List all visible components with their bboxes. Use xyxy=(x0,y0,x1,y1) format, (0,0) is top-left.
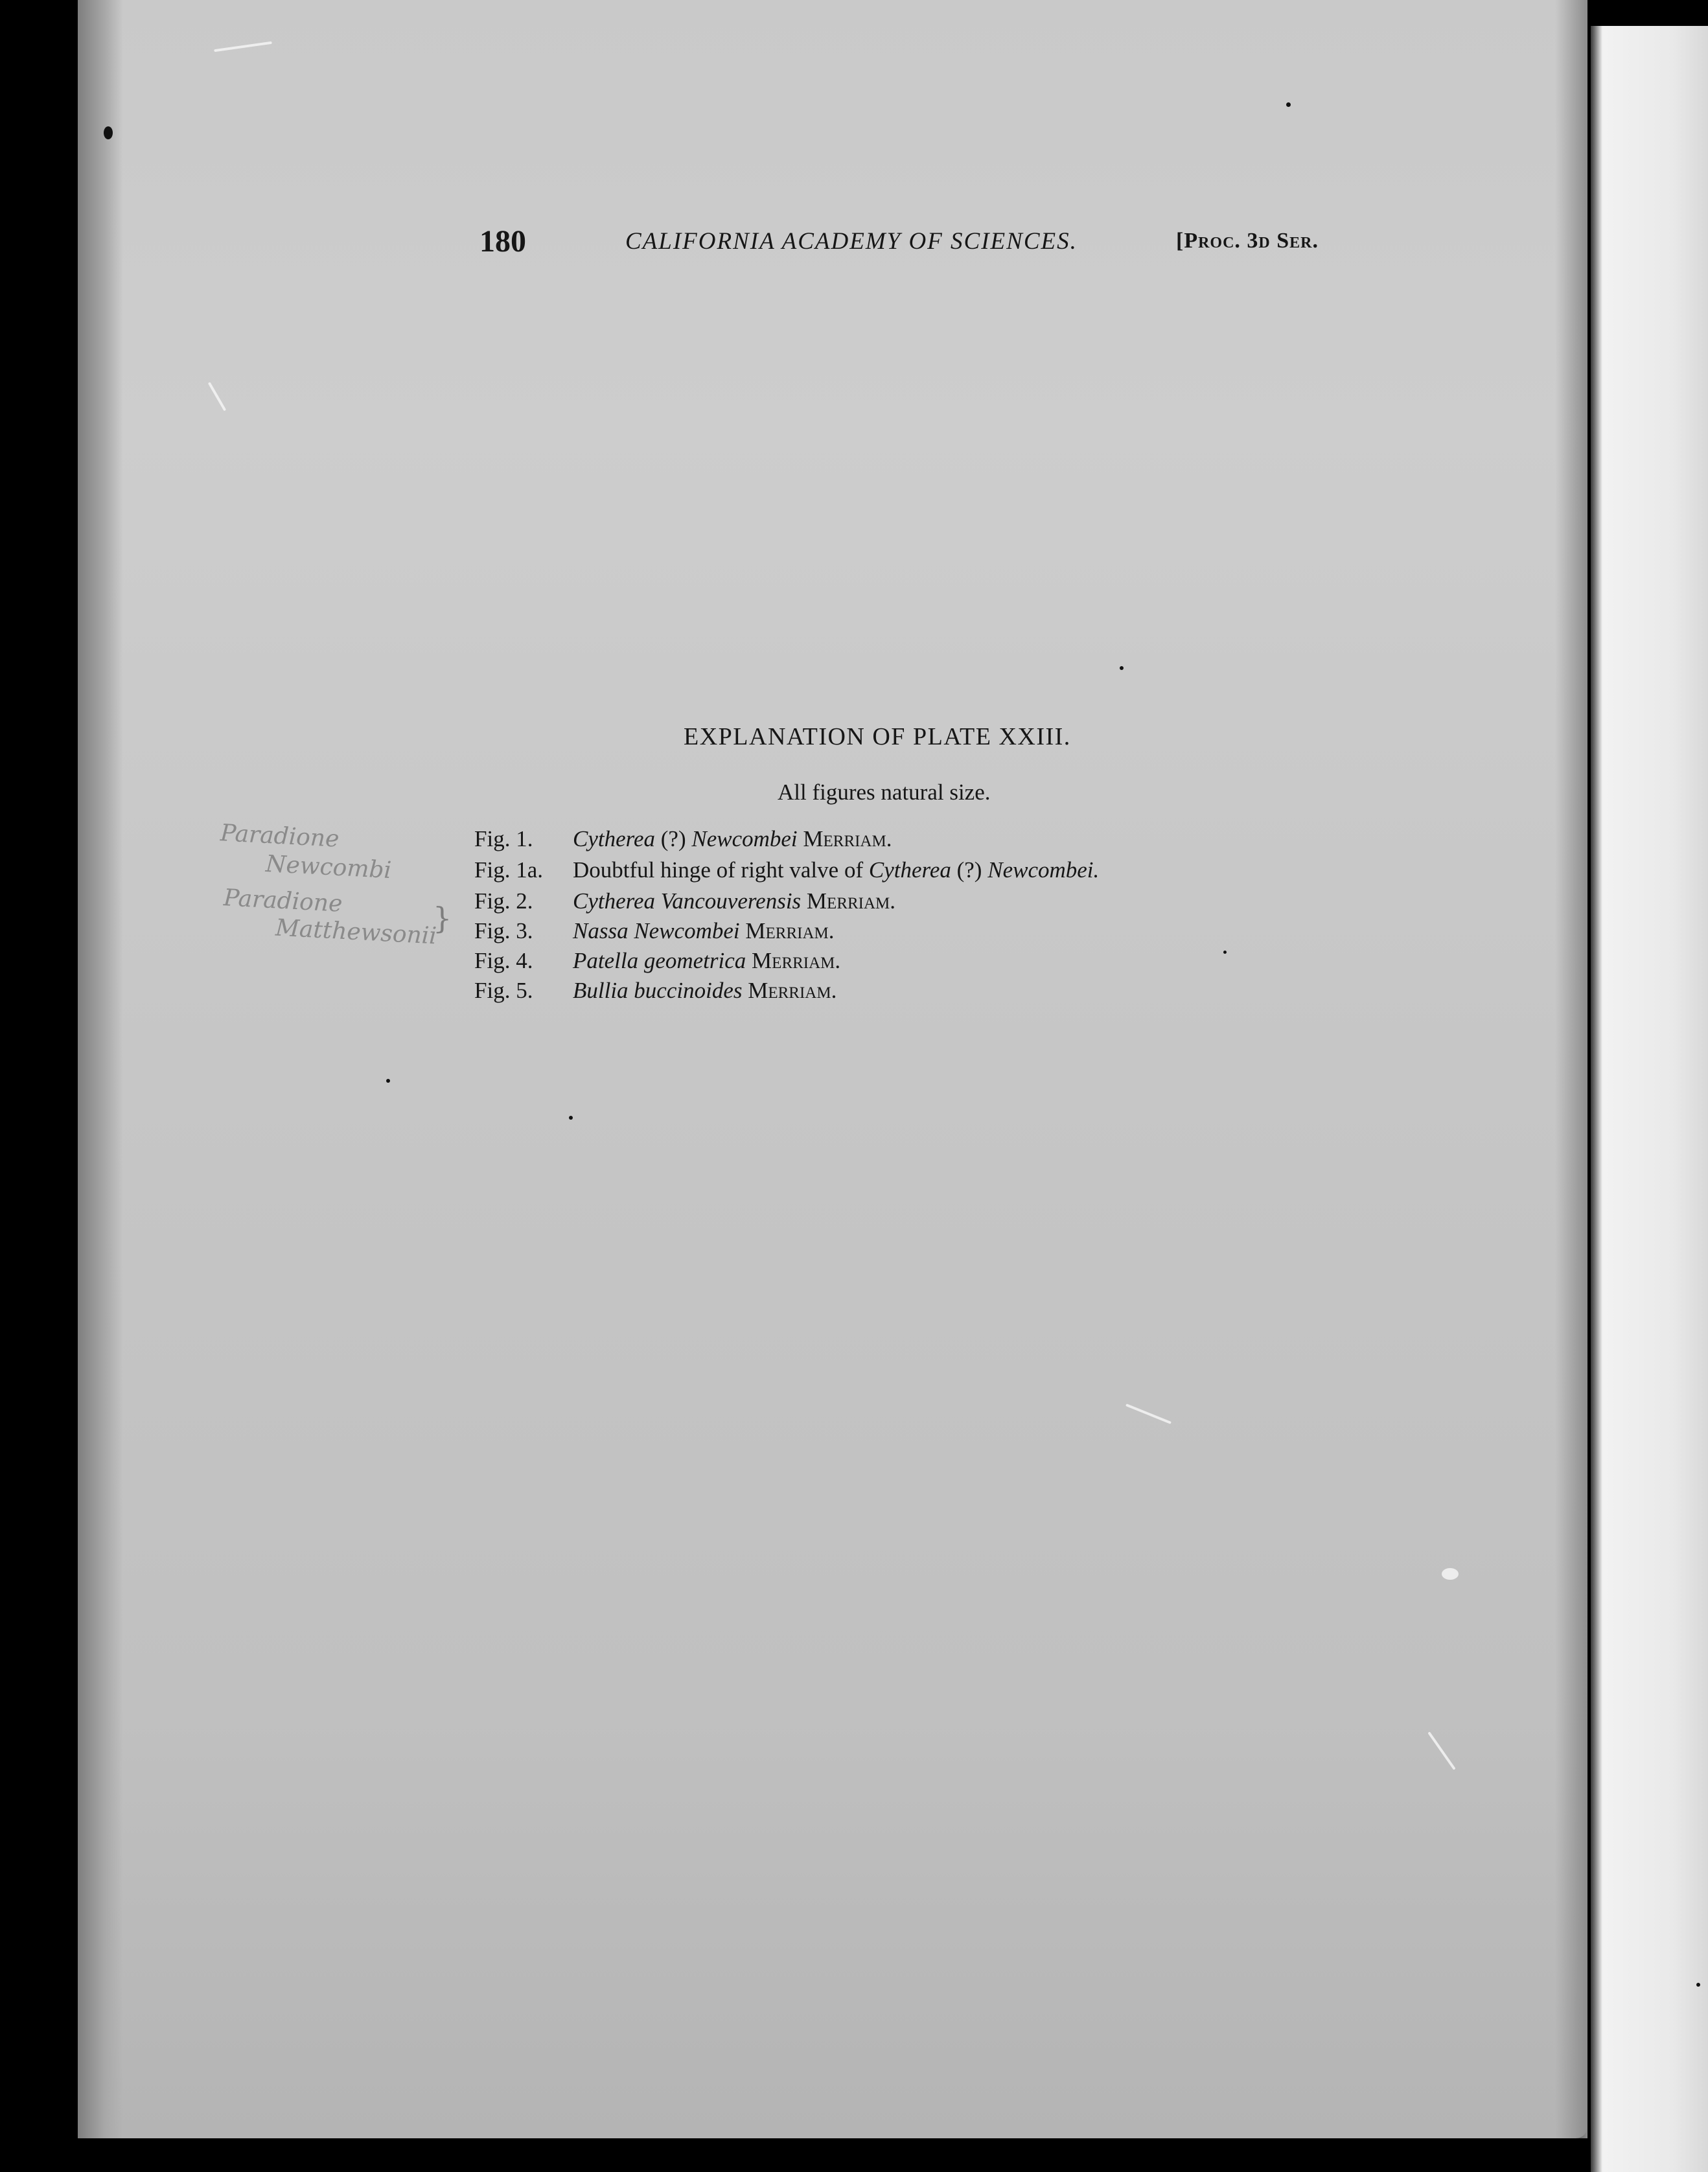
figure-label: Fig. 3. xyxy=(474,918,533,943)
handwritten-note: Matthewsonii xyxy=(275,914,437,950)
plate-note: All figures natural size. xyxy=(778,780,991,805)
adjacent-page-edge xyxy=(1591,26,1708,2172)
dust-speck xyxy=(104,126,113,139)
caption-text xyxy=(573,918,835,943)
caption-fragment: (?) xyxy=(951,857,988,883)
genus-name: Cytherea xyxy=(573,826,655,851)
caption-fragment: (?) xyxy=(655,826,692,851)
species-name: Bullia buccinoides xyxy=(573,978,743,1003)
figure-caption xyxy=(474,978,837,1008)
pencil-brace-mark: } xyxy=(433,901,452,936)
page-edge-shadow xyxy=(1555,0,1587,2138)
author-name: Merriam. xyxy=(797,826,892,851)
author-name: Merriam. xyxy=(739,918,835,943)
caption-text xyxy=(573,948,840,973)
dust-speck xyxy=(1223,951,1227,954)
figure-label: Fig. 5. xyxy=(474,978,533,1003)
figure-label: Fig. 2. xyxy=(474,888,533,914)
author-name: Merriam. xyxy=(801,888,896,914)
journal-title: CALIFORNIA ACADEMY OF SCIENCES. xyxy=(625,228,1078,255)
species-name: Patella geometrica xyxy=(573,948,746,973)
handwritten-note: Paradione xyxy=(220,820,340,853)
series-label: [Proc. 3d Ser. xyxy=(1176,229,1319,253)
caption-text xyxy=(573,978,837,1003)
genus-name: Cytherea xyxy=(868,857,951,883)
caption-text xyxy=(573,857,1099,883)
dust-speck xyxy=(1696,1983,1700,1987)
figure-label: Fig. 1a. xyxy=(474,857,543,883)
handwritten-note: Paradione xyxy=(223,884,343,918)
page-gutter-shadow xyxy=(78,0,123,2138)
dust-speck xyxy=(569,1116,573,1120)
author-name: Merriam. xyxy=(742,978,837,1003)
plate-title: EXPLANATION OF PLATE XXIII. xyxy=(684,723,1071,750)
caption-text xyxy=(573,888,895,914)
page-number: 180 xyxy=(479,224,526,259)
author-name: Merriam. xyxy=(746,948,841,973)
species-name: Cytherea Vancouverensis xyxy=(573,888,802,914)
scan-scratch xyxy=(1442,1568,1459,1580)
dust-speck xyxy=(386,1079,390,1083)
running-head xyxy=(479,224,1374,269)
figure-label: Fig. 4. xyxy=(474,948,533,973)
figure-label: Fig. 1. xyxy=(474,826,533,851)
caption-fragment: Doubtful hinge of right valve of xyxy=(573,857,869,883)
dust-speck xyxy=(1286,102,1291,107)
figure-caption xyxy=(474,857,1099,887)
species-name: Nassa Newcombei xyxy=(573,918,740,943)
dust-speck xyxy=(1120,666,1124,670)
figure-caption xyxy=(474,888,895,918)
figure-caption xyxy=(474,918,835,948)
figure-caption xyxy=(474,826,892,856)
book-page xyxy=(78,0,1587,2138)
handwritten-note: Newcombi xyxy=(265,850,393,884)
caption-text xyxy=(573,826,892,851)
figure-caption xyxy=(474,948,840,978)
species-name: Newcombei xyxy=(691,826,798,851)
species-name: Newcombei. xyxy=(987,857,1100,883)
